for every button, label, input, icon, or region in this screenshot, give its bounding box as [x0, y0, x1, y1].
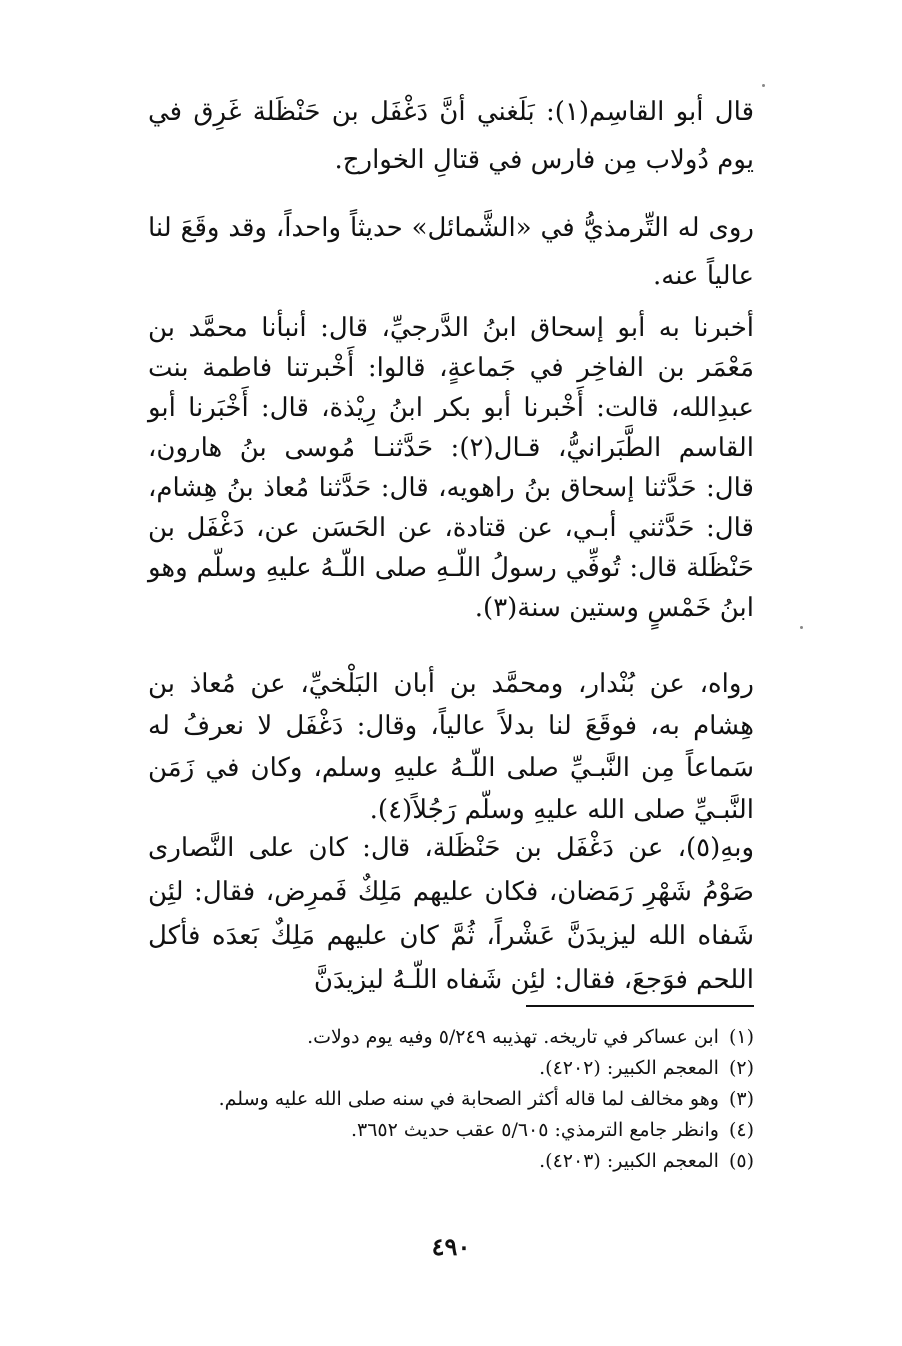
footnote-text: وانظر جامع الترمذي: ٥/٦٠٥ عقب حديث ٣٦٥٢. — [350, 1119, 719, 1141]
footnote-separator — [526, 1005, 754, 1007]
footnote-number: (٢) — [728, 1057, 754, 1079]
footnote-text: المعجم الكبير: (٤٢٠٢). — [539, 1057, 719, 1079]
footnote-number: (٥) — [728, 1150, 754, 1172]
footnote-number: (٣) — [728, 1088, 754, 1110]
page-number: ٤٩٠ — [431, 1232, 471, 1261]
footnote-text: المعجم الكبير: (٤٢٠٣). — [539, 1150, 719, 1172]
footnotes — [148, 1022, 754, 1177]
footnote-number: (٤) — [728, 1119, 754, 1141]
paragraph-4: رواه، عن بُنْدار، ومحمَّد بن أبان البَلْخيِّ، عن مُعاذ بن هِشام به، فوقَعَ لنا بدلاً عالياً، وقال: دَغْفَل لا نعرفُ له سَماعاً مِن النَّبـيِّ صلى اللّـهُ عليهِ وسلم، وكان في زَمَن النَّبـيِّ صلى الله عليهِ وسلّم رَجُلاً(٤). — [148, 669, 755, 825]
footnote — [148, 1115, 754, 1146]
footnote-text: ابن عساكر في تاريخه. تهذيبه ٥/٢٤٩ وفيه يوم دولات. — [307, 1026, 719, 1048]
scan-speck — [800, 626, 803, 629]
paragraph-2: روى له التِّرمذيُّ في «الشَّمائل» حديثاً واحداً، وقد وقَعَ لنا عالياً عنه. — [148, 213, 754, 291]
footnote — [148, 1053, 754, 1084]
paragraph-5: وبهِ(٥)، عن دَغْفَل بن حَنْظَلة، قال: كان على النَّصارى صَوْمُ شَهْرِ رَمَضان، فكان عليهم مَلِكٌ فَمرِض، فقال: لئِن شَفاه الله ليزيدَنَّ عَشْراً، ثُمَّ كان عليهم مَلِكٌ بَعدَه فأكل اللحم فوَجعَ، فقال: لئِن شَفاه اللّـهُ ليزيدَنَّ — [148, 833, 754, 995]
footnote-number: (١) — [728, 1026, 754, 1048]
scan-speck — [762, 84, 765, 87]
paragraph-1: قال أبو القاسِم(١): بَلَغني أنَّ دَغْفَل بن حَنْظَلة غَرِق في يوم دُولاب مِن فارس في قتالِ الخوارج. — [148, 97, 754, 175]
footnote — [148, 1146, 754, 1177]
footnote-text: وهو مخالف لما قاله أكثر الصحابة في سنه صلى الله عليه وسلم. — [218, 1088, 719, 1110]
paragraph-3: أخبرنا به أبو إسحاق ابنُ الدَّرجيِّ، قال: أنبأنا محمَّد بن مَعْمَر بن الفاخِر في جَماعةٍ، قالوا: أَخْبرتنا فاطمة بنت عبدِالله، قالت: أَخْبرنا أبو بكر ابنُ رِيْذة، قال: أَخْبَرنا أبو القاسم الطَّبَرانيُّ، قـال(٢): حَدَّثنـا مُوسى بنُ هارون، قال: حَدَّثنا إسحاق بنُ راهويه، قال: حَدَّثنا مُعاذ بنُ هِشام، قال: حَدَّثني أبـي، عن قتادة، عن الحَسَن عن، دَغْفَل بن حَنْظَلة قال: تُوفِّي رسولُ اللّـهِ صلى اللّـهُ عليهِ وسلّم وهو ابنُ خَمْسٍ وستين سنة(٣). — [148, 313, 755, 623]
footnote — [148, 1084, 754, 1115]
footnote — [148, 1022, 754, 1053]
